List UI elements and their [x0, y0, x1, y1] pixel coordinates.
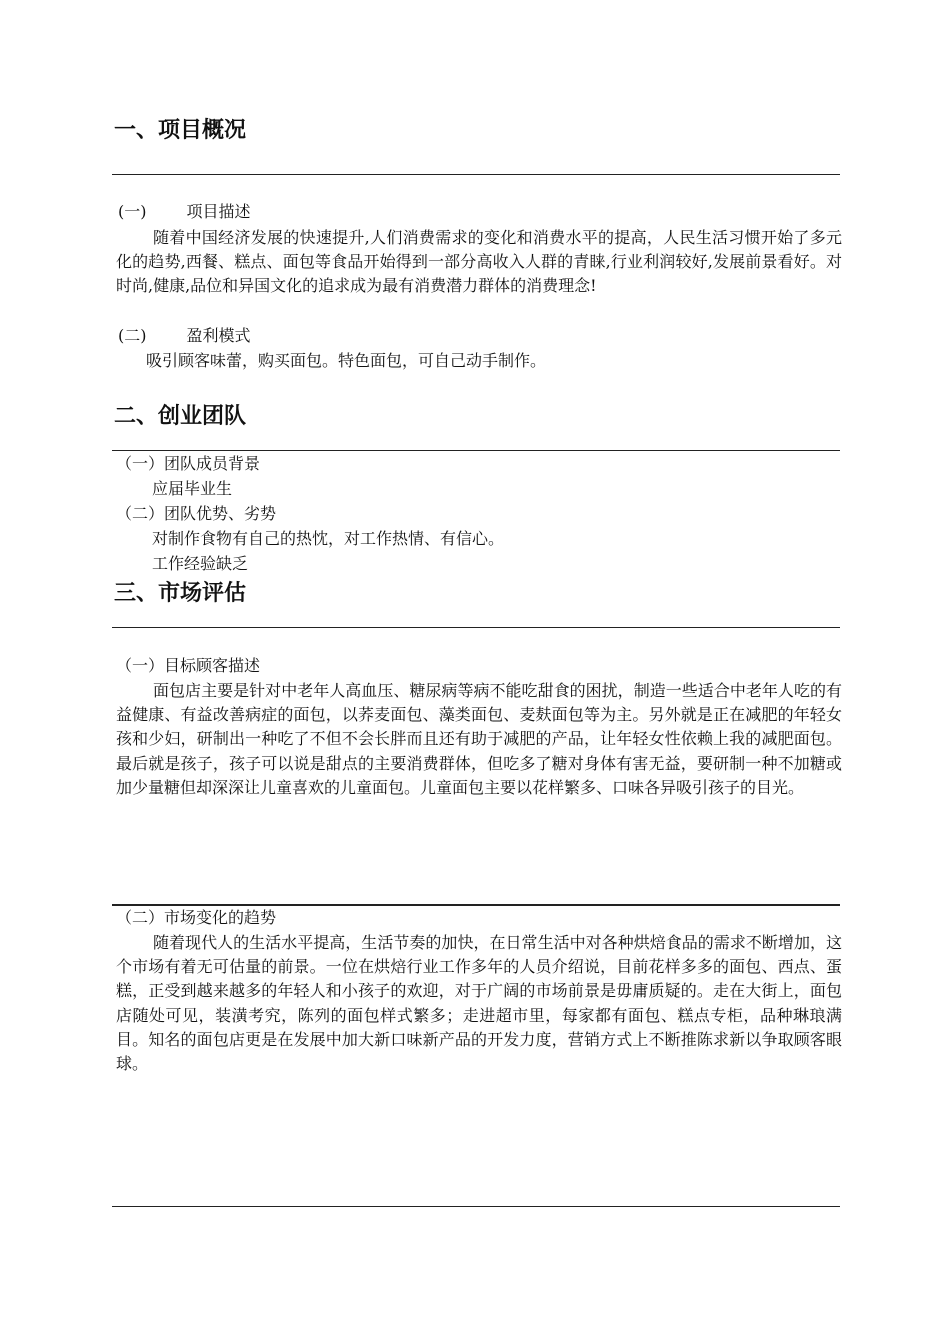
subsection-label: 盈利模式 — [186, 326, 251, 345]
subsection-number: (二) — [118, 326, 147, 345]
subsection-title-team-background: （一）团队成员背景 — [116, 454, 261, 473]
section-heading-team: 二、创业团队 — [114, 404, 247, 429]
subsection-title-team-strengths: （二）团队优势、劣势 — [116, 504, 277, 523]
paragraph-project-description: 随着中国经济发展的快速提升,人们消费需求的变化和消费水平的提高，人民生活习惯开始了多元化的趋势,西餐、糕点、面包等食品开始得到一部分高收入人群的青睐,行业利润较好,发展前景看好。对时尚,健康,品位和异国文化的追求成为最有消费潜力群体的消费理念! — [116, 228, 842, 296]
subsection-title-target-customers: （一）目标顾客描述 — [116, 656, 261, 675]
section-divider — [112, 450, 840, 451]
paragraph-target-customers: 面包店主要是针对中老年人高血压、糖尿病等病不能吃甜食的困扰，制造一些适合中老年人吃的有益健康、有益改善病症的面包，以荞麦面包、藻类面包、麦麸面包等为主。另外就是正在减肥的年轻女孩和少妇，研制出一种吃了不但不会长胖而且还有助于减肥的产品，让年轻女性依赖上我的减肥面包。最后就是孩子，孩子可以说是甜点的主要消费群体，但吃多了糖对身体有害无益，要研制一种不加糖或加少量糖但却深深让儿童喜欢的儿童面包。儿童面包主要以花样繁多、口味各异吸引孩子的目光。 — [116, 681, 842, 797]
subsection-title-profit-model — [118, 323, 251, 349]
section-divider — [112, 627, 840, 628]
section-divider — [112, 174, 840, 175]
subsection-number: (一) — [118, 202, 147, 221]
subsection-title-project-description — [118, 199, 251, 225]
text-team-weakness: 工作经验缺乏 — [152, 554, 249, 573]
subsection-label: 项目描述 — [186, 202, 251, 221]
section-heading-market: 三、市场评估 — [114, 581, 247, 606]
subsection-title-market-trend: （二）市场变化的趋势 — [116, 908, 277, 927]
paragraph-profit-model: 吸引顾客味蕾，购买面包。特色面包，可自己动手制作。 — [146, 351, 547, 370]
section-heading-overview: 一、项目概况 — [114, 118, 247, 143]
text-team-strength: 对制作食物有自己的热忱，对工作热情、有信心。 — [152, 529, 505, 548]
text-team-background: 应届毕业生 — [152, 479, 233, 498]
section-divider — [112, 1206, 840, 1207]
paragraph-market-trend: 随着现代人的生活水平提高，生活节奏的加快，在日常生活中对各种烘焙食品的需求不断增加，这个市场有着无可估量的前景。一位在烘焙行业工作多年的人员介绍说，目前花样多多的面包、西点、蛋糕，正受到越来越多的年轻人和小孩子的欢迎，对于广阔的市场前景是毋庸质疑的。走在大街上，面包店随处可见，装潢考究，陈列的面包样式繁多；走进超市里，每家都有面包、糕点专柜，品种琳琅满目。知名的面包店更是在发展中加大新口味新产品的开发力度，营销方式上不断推陈求新以争取顾客眼球。 — [116, 933, 842, 1074]
